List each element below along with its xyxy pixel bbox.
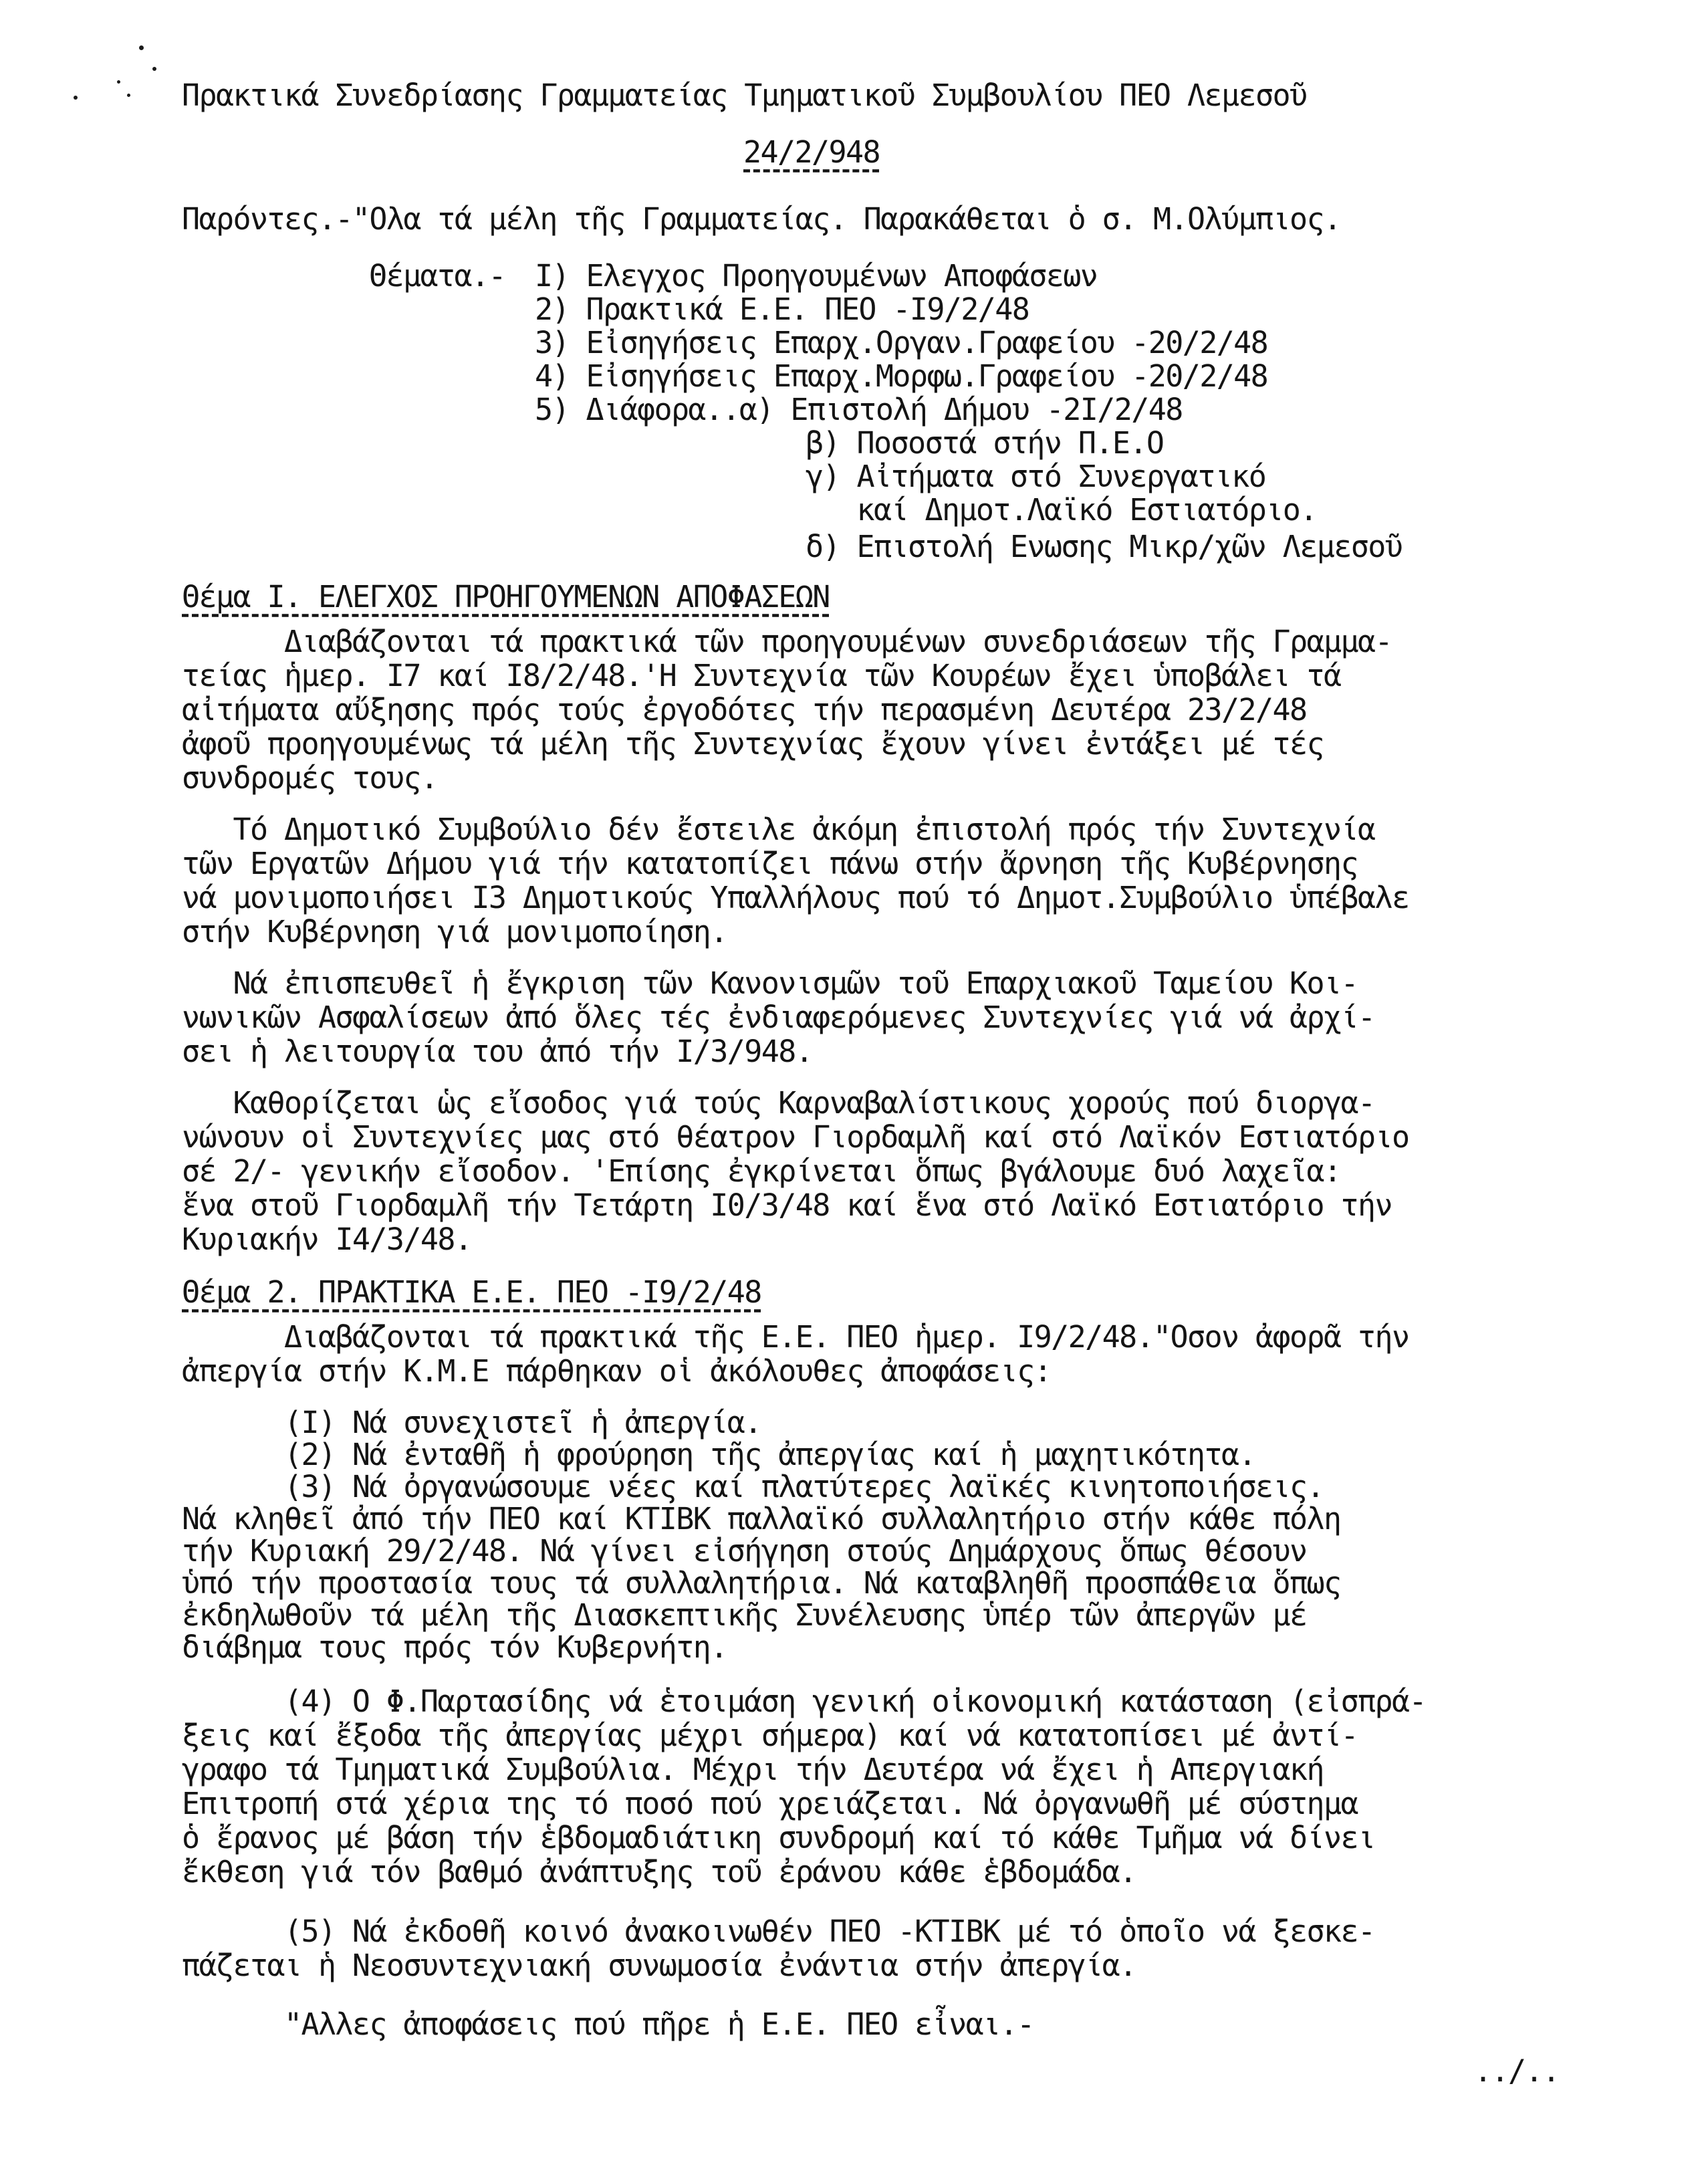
- body-line: ὑπό τήν προστασία τους τά συλλαλητήρια. Νά καταβληθῆ προσπάθεια ὅπως: [182, 1565, 1341, 1601]
- body-line: τῶν Εργατῶν Δήμου γιά τήν κατατοπίζει πάνω στήν ἄρνηση τῆς Κυβέρνησης: [182, 846, 1358, 881]
- body-line: τείας ἡμερ. I7 καί I8/2/48.'Η Συντεχνία τῶν Κουρέων ἔχει ὑποβάλει τά: [182, 658, 1341, 693]
- body-line: (2) Νά ἐνταθῆ ἡ φρούρηση τῆς ἀπεργίας καί ἡ μαχητικότητα.: [182, 1437, 1256, 1472]
- body-line: νά μονιμοποιήσει I3 Δημοτικούς Υπαλλήλους πού τό Δημοτ.Συμβούλιο ὑπέβαλε: [182, 880, 1409, 915]
- body-line: διάβημα τους πρός τόν Κυβερνήτη.: [182, 1629, 727, 1665]
- body-line: πάζεται ἡ Νεοσυντεχνιακή συνωμοσία ἐνάντια στήν ἀπεργία.: [182, 1948, 1136, 1983]
- body-line: Νά ἐπισπευθεῖ ἡ ἔγκριση τῶν Κανονισμῶν τοῦ Επαρχιακοῦ Ταμείου Κοι-: [182, 965, 1358, 1001]
- body-line: στήν Κυβέρνηση γιά μονιμοποίηση.: [182, 914, 727, 949]
- body-line: ἀφοῦ προηγουμένως τά μέλη τῆς Συντεχνίας ἔχουν γίνει ἐντάξει μέ τές: [182, 726, 1324, 762]
- body-line: τήν Κυριακή 29/2/48. Νά γίνει εἰσήγηση στούς Δημάρχους ὅπως θέσουν: [182, 1533, 1307, 1569]
- body-line: σέ 2/- γενικήν εἴσοδον. 'Επίσης ἐγκρίνεται ὅπως βγάλουμε δυό λαχεῖα:: [182, 1153, 1341, 1189]
- body-line: (I) Νά συνεχιστεῖ ἡ ἀπεργία.: [182, 1405, 761, 1440]
- document-title: Πρακτικά Συνεδρίασης Γραμματείας Τμηματικοῦ Συμβουλίου ΠΕΟ Λεμεσοῦ: [182, 78, 1307, 113]
- section-heading: Θέμα I. ΕΛΕΓΧΟΣ ΠΡΟΗΓΟΥΜΕΝΩΝ ΑΠΟΦΑΣΕΩΝ: [182, 579, 830, 614]
- section-heading: Θέμα 2. ΠΡΑΚΤΙΚΑ Ε.Ε. ΠΕΟ -I9/2/48: [182, 1274, 761, 1310]
- body-line: Κυριακήν I4/3/48.: [182, 1222, 472, 1257]
- agenda-subitem: δ) Επιστολή Ενωσης Μικρ/χῶν Λεμεσοῦ: [806, 529, 1402, 564]
- agenda-item: I) Ελεγχος Προηγουμένων Αποφάσεων: [535, 258, 1098, 294]
- agenda-item: 2) Πρακτικά Ε.Ε. ΠΕΟ -I9/2/48: [535, 292, 1029, 327]
- body-line: ἕνα στοῦ Γιορδαμλῆ τήν Τετάρτη I0/3/48 καί ἕνα στό Λαϊκό Εστιατόριο τήν: [182, 1187, 1392, 1223]
- body-line: Καθορίζεται ὡς εἴσοδος γιά τούς Καρναβαλίστικους χορούς πού διοργα-: [182, 1085, 1375, 1121]
- body-line: γραφο τά Τμηματικά Συμβούλια. Μέχρι τήν Δευτέρα νά ἔχει ἡ Απεργιακή: [182, 1752, 1324, 1787]
- body-line: ἀπεργία στήν Κ.Μ.Ε πάρθηκαν οἱ ἀκόλουθες ἀποφάσεις:: [182, 1353, 1052, 1389]
- scan-speck: [127, 94, 130, 97]
- body-line: "Αλλες ἀποφάσεις πού πῆρε ἡ Ε.Ε. ΠΕΟ εἶναι.-: [182, 2007, 1034, 2042]
- body-line: νώνουν οἱ Συντεχνίες μας στό θέατρον Γιορδαμλῆ καί στό Λαϊκόν Εστιατόριο: [182, 1119, 1409, 1155]
- scan-speck: [152, 67, 156, 71]
- agenda-subitem: β) Ποσοστά στήν Π.Ε.Ο: [806, 425, 1164, 461]
- body-line: ὁ ἔρανος μέ βάση τήν ἑβδομαδιάτικη συνδρομή καί τό κάθε Τμῆμα νά δίνει: [182, 1820, 1375, 1855]
- body-line: (3) Νά ὀργανώσουμε νέες καί πλατύτερες λαϊκές κινητοποιήσεις.: [182, 1469, 1324, 1504]
- body-line: Τό Δημοτικό Συμβούλιο δέν ἔστειλε ἀκόμη ἐπιστολή πρός τήν Συντεχνία: [182, 812, 1375, 847]
- body-line: ἔκθεση γιά τόν βαθμό ἀνάπτυξης τοῦ ἐράνου κάθε ἑβδομάδα.: [182, 1854, 1136, 1890]
- body-line: ἐκδηλωθοῦν τά μέλη τῆς Διασκεπτικῆς Συνέλευσης ὑπέρ τῶν ἀπεργῶν μέ: [182, 1597, 1307, 1633]
- body-line: νωνικῶν Ασφαλίσεων ἀπό ὅλες τές ἐνδιαφερόμενες Συντεχνίες γιά νά ἀρχί-: [182, 1000, 1375, 1035]
- agenda-item: 5) Διάφορα..α) Επιστολή Δήμου -2I/2/48: [535, 392, 1183, 427]
- body-line: Διαβάζονται τά πρακτικά τῆς Ε.Ε. ΠΕΟ ἡμερ. I9/2/48."Οσον ἀφορᾶ τήν: [182, 1319, 1409, 1355]
- body-line: Διαβάζονται τά πρακτικά τῶν προηγουμένων συνεδριάσεων τῆς Γραμμα-: [182, 624, 1392, 659]
- body-line: (4) Ο Φ.Παρτασίδης νά ἑτοιμάση γενική οἰκονομική κατάσταση (εἰσπρά-: [182, 1684, 1426, 1719]
- attendance-line: Παρόντες.-"Ολα τά μέλη τῆς Γραμματείας. Παρακάθεται ὁ σ. Μ.Ολύμπιος.: [182, 201, 1341, 237]
- agenda-label: Θέματα.-: [369, 258, 505, 294]
- body-line: σει ἡ λειτουργία του ἀπό τήν I/3/948.: [182, 1034, 813, 1069]
- body-line: Νά κληθεῖ ἀπό τήν ΠΕΟ καί ΚΤΙΒΚ παλλαϊκό συλλαλητήριο στήν κάθε πόλη: [182, 1501, 1341, 1536]
- body-line: (5) Νά ἐκδοθῆ κοινό ἀνακοινωθέν ΠΕΟ -ΚΤΙΒΚ μέ τό ὁποῖο νά ξεσκε-: [182, 1914, 1375, 1949]
- body-line: συνδρομές τους.: [182, 760, 438, 796]
- scan-speck: [74, 96, 78, 100]
- agenda-item: 4) Εἰσηγήσεις Επαρχ.Μορφω.Γραφείου -20/2/48: [535, 358, 1268, 394]
- agenda-item: 3) Εἰσηγήσεις Επαρχ.Οργαν.Γραφείου -20/2/48: [535, 325, 1268, 360]
- body-line: Επιτροπή στά χέρια της τό ποσό πού χρειάζεται. Νά ὀργανωθῆ μέ σύστημα: [182, 1786, 1358, 1821]
- continuation-mark: ../..: [1474, 2053, 1560, 2089]
- scan-speck: [117, 80, 120, 84]
- agenda-subitem: καί Δημοτ.Λαϊκό Εστιατόριο.: [806, 492, 1317, 528]
- scan-speck: [139, 45, 144, 50]
- document-date: 24/2/948: [743, 134, 880, 170]
- body-line: αἰτήματα αὔξησης πρός τούς ἐργοδότες τήν περασμένη Δευτέρα 23/2/48: [182, 692, 1307, 727]
- body-line: ξεις καί ἔξοδα τῆς ἀπεργίας μέχρι σήμερα) καί νά κατατοπίσει μέ ἀντί-: [182, 1718, 1358, 1753]
- agenda-subitem: γ) Αἰτήματα στό Συνεργατικό: [806, 459, 1266, 494]
